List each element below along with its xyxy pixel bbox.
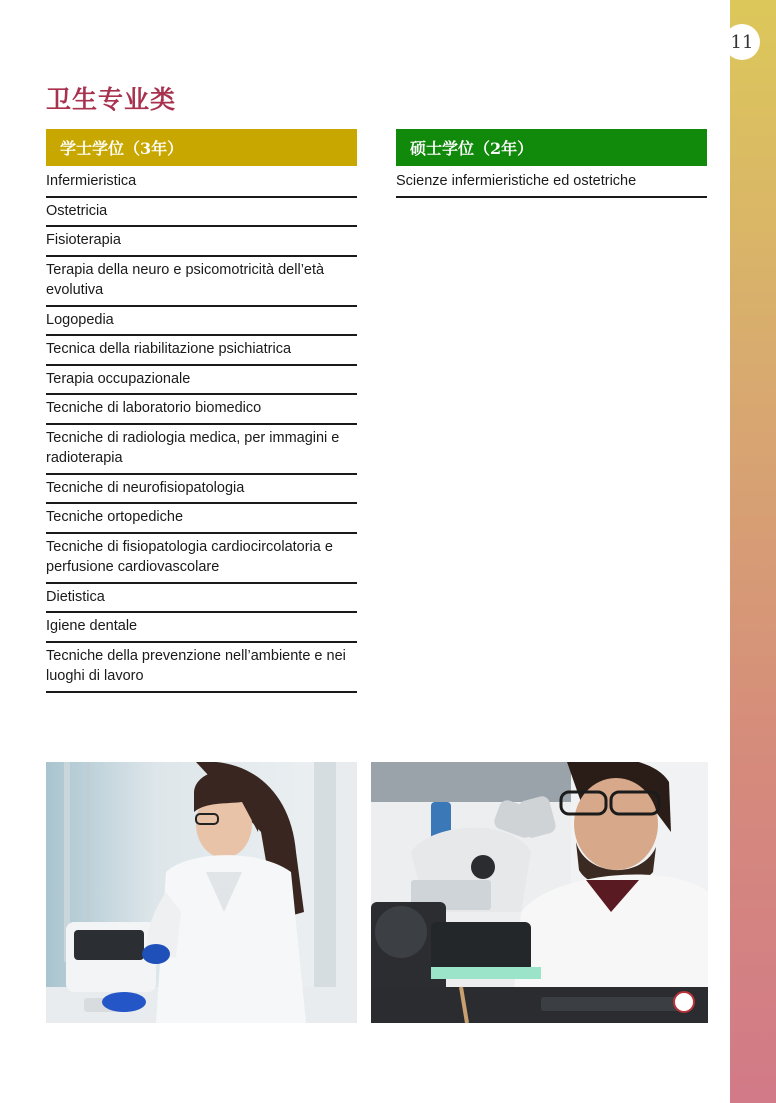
list-item: Scienze infermieristiche ed ostetriche xyxy=(396,168,707,198)
section-title: 卫生专业类 xyxy=(46,85,177,114)
list-item: Tecniche di radiologia medica, per immagini e radioterapia xyxy=(46,425,357,475)
bachelor-course-list xyxy=(46,168,357,693)
list-item: Tecniche di laboratorio biomedico xyxy=(46,395,357,425)
master-column xyxy=(396,129,707,198)
list-item: Ostetricia xyxy=(46,198,357,228)
list-item: Dietistica xyxy=(46,584,357,614)
lab-photo-woman xyxy=(46,762,357,1023)
list-item: Tecnica della riabilitazione psichiatrica xyxy=(46,336,357,366)
list-item: Infermieristica xyxy=(46,168,357,198)
list-item: Tecniche della prevenzione nell’ambiente e nei luoghi di lavoro xyxy=(46,643,357,693)
list-item: Igiene dentale xyxy=(46,613,357,643)
list-item: Terapia della neuro e psicomotricità dell’età evolutiva xyxy=(46,257,357,307)
list-item: Tecniche di neurofisiopatologia xyxy=(46,475,357,505)
master-course-list xyxy=(396,168,707,198)
list-item: Tecniche ortopediche xyxy=(46,504,357,534)
list-item: Tecniche di fisiopatologia cardiocircolatoria e perfusione cardiovascolare xyxy=(46,534,357,584)
list-item: Terapia occupazionale xyxy=(46,366,357,396)
list-item: Fisioterapia xyxy=(46,227,357,257)
master-header: 硕士学位（2年） xyxy=(396,129,707,166)
page-number: 11 xyxy=(724,24,760,60)
list-item: Logopedia xyxy=(46,307,357,337)
bachelor-header: 学士学位（3年） xyxy=(46,129,357,166)
bachelor-column xyxy=(46,129,357,693)
decorative-side-strip xyxy=(730,0,776,1103)
lab-photo-man-microscope xyxy=(371,762,708,1023)
